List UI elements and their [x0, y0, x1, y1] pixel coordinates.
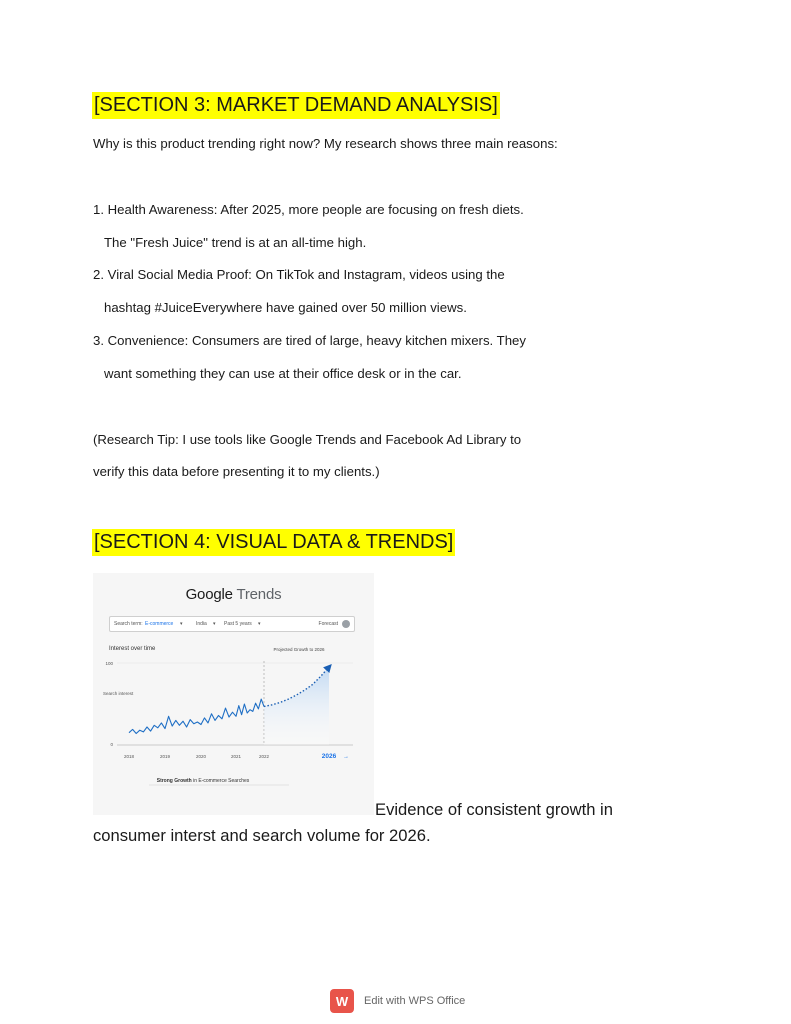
google-trends-figure	[93, 573, 374, 815]
figure-caption-line-2: consumer interst and search volume for 2026.	[93, 826, 431, 845]
reason-3-line-2: want something they can use at their office desk or in the car.	[104, 366, 462, 381]
x-tick-label: 2022	[258, 754, 270, 759]
section-4-heading: [SECTION 4: VISUAL DATA & TRENDS]	[92, 529, 455, 556]
chart-footer-caption: Strong Growth in E-commerce Searches	[156, 778, 250, 784]
x-tick-label: 2020	[195, 754, 207, 759]
dropdown-icon: ▾	[180, 621, 183, 627]
forecast-label: Forecast	[318, 621, 338, 627]
reason-2-line-1: 2. Viral Social Media Proof: On TikTok and Instagram, videos using the	[93, 267, 505, 282]
y-tick-label: 0	[110, 742, 113, 747]
y-axis-label: Search interest	[103, 691, 134, 696]
chart-title: Interest over time	[109, 646, 156, 652]
wps-watermark[interactable]	[330, 988, 465, 1014]
historical-interest-line	[129, 699, 264, 733]
reason-1-line-2: The "Fresh Juice" trend is at an all-time high.	[104, 235, 367, 250]
search-term-value: E-commerce	[145, 621, 174, 627]
google-wordmark: Google	[185, 586, 233, 603]
research-tip-line-1: (Research Tip: I use tools like Google Trends and Facebook Ad Library to	[93, 432, 522, 447]
wps-logo-icon: W	[330, 989, 354, 1013]
x-tick-label: 2018	[123, 754, 135, 759]
research-tip-line-2: verify this data before presenting it to my clients.)	[93, 464, 380, 479]
wps-watermark-text: Edit with WPS Office	[364, 995, 466, 1007]
dropdown-icon: ▾	[213, 621, 216, 627]
search-term-label: Search term:	[114, 621, 143, 627]
reason-3-line-1: 3. Convenience: Consumers are tired of large, heavy kitchen mixers. They	[93, 333, 526, 348]
reason-1-line-1: 1. Health Awareness: After 2025, more people are focusing on fresh diets.	[93, 202, 524, 217]
period-value: Past 5 years	[224, 621, 252, 627]
reason-2-line-2: hashtag #JuiceEverywhere have gained over 50 million views.	[104, 300, 467, 315]
projected-growth-annotation: Projected Growth to 2026	[273, 647, 325, 652]
x-tick-label: 2019	[159, 754, 171, 759]
section-3-intro: Why is this product trending right now? My research shows three main reasons:	[93, 136, 558, 151]
projection-area	[264, 667, 329, 745]
trends-wordmark: Trends	[236, 586, 282, 603]
arrow-icon: →	[343, 754, 349, 760]
figure-caption-line-1: Evidence of consistent growth in	[375, 800, 613, 819]
interest-over-time-chart	[93, 573, 374, 815]
region-value: India	[196, 621, 207, 627]
x-tick-label: 2026	[321, 753, 337, 760]
dropdown-icon: ▾	[258, 621, 261, 627]
x-tick-label: 2021	[230, 754, 242, 759]
section-3-heading: [SECTION 3: MARKET DEMAND ANALYSIS]	[92, 92, 500, 119]
y-tick-label: 100	[105, 661, 113, 666]
